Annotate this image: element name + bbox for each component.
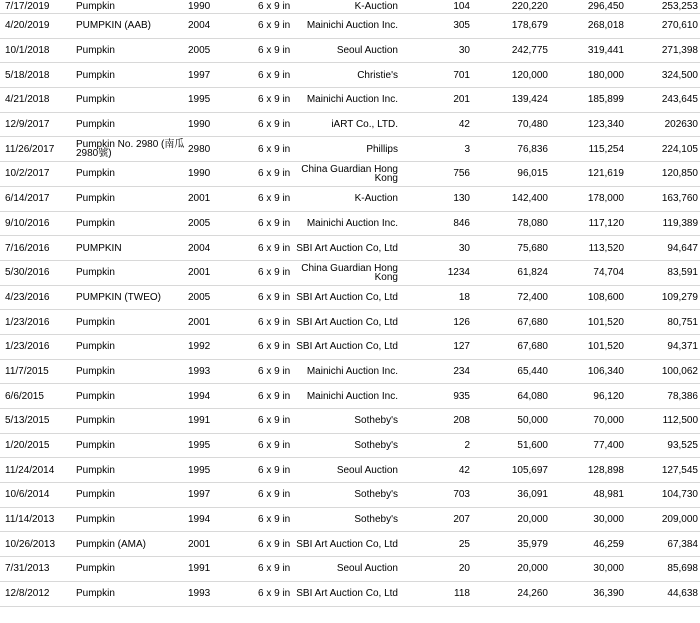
- year-cell: 2001: [188, 193, 211, 205]
- title-cell: Pumpkin: [76, 1, 115, 12]
- size-cell: 6 x 9 in: [258, 94, 291, 106]
- date-cell: 5/18/2018: [5, 69, 50, 81]
- high-cell: 121,619: [587, 168, 624, 180]
- size-cell: 6 x 9 in: [258, 514, 291, 526]
- date-cell: 1/20/2015: [5, 440, 50, 452]
- low-cell: 120,000: [511, 69, 548, 81]
- lot-cell: 118: [454, 588, 470, 600]
- high-cell: 108,600: [587, 291, 624, 303]
- price-cell: 83,591: [667, 267, 698, 279]
- low-cell: 75,680: [517, 242, 548, 254]
- lot-cell: 127: [453, 341, 470, 353]
- date-cell: 11/7/2015: [5, 365, 49, 377]
- price-cell: 44,638: [667, 588, 698, 600]
- table-row: [0, 113, 700, 138]
- title-cell: Pumpkin: [76, 193, 115, 205]
- year-cell: 1997: [188, 489, 211, 501]
- date-cell: 4/23/2016: [5, 291, 50, 303]
- lot-cell: 703: [453, 489, 470, 501]
- table-row: [0, 162, 700, 187]
- title-cell: Pumpkin (AMA): [76, 538, 147, 550]
- table-row: [0, 483, 700, 508]
- year-cell: 1993: [188, 588, 211, 600]
- title-cell: PUMPKIN: [76, 242, 122, 254]
- house-cell: Seoul Auction: [336, 563, 398, 575]
- high-cell: 36,390: [593, 588, 624, 600]
- house-cell: SBI Art Auction Co, Ltd: [296, 588, 398, 600]
- table-row: [0, 310, 700, 335]
- lot-cell: 25: [458, 538, 470, 550]
- table-row: [0, 261, 700, 286]
- low-cell: 242,775: [511, 45, 548, 57]
- house-cell: Seoul Auction: [336, 464, 398, 476]
- high-cell: 70,000: [593, 415, 624, 427]
- title-cell: Pumpkin: [76, 588, 115, 600]
- date-cell: 6/14/2017: [5, 193, 50, 205]
- table-row: [0, 434, 700, 459]
- price-cell: 112,500: [662, 415, 698, 427]
- house-cell: K-Auction: [354, 1, 398, 12]
- size-cell: 6 x 9 in: [258, 316, 291, 328]
- size-cell: 6 x 9 in: [258, 341, 291, 353]
- year-cell: 1995: [188, 464, 211, 476]
- low-cell: 78,080: [517, 217, 548, 229]
- price-cell: 85,698: [667, 563, 698, 575]
- low-cell: 142,400: [511, 193, 548, 205]
- size-cell: 6 x 9 in: [258, 538, 291, 550]
- title-cell: Pumpkin: [76, 217, 115, 229]
- lot-cell: 30: [458, 242, 470, 254]
- lot-cell: 3: [464, 143, 470, 155]
- title-cell: Pumpkin: [76, 267, 115, 279]
- title-cell: Pumpkin: [76, 168, 115, 180]
- title-cell: Pumpkin: [76, 464, 115, 476]
- high-cell: 46,259: [593, 538, 624, 550]
- lot-cell: 207: [453, 514, 470, 526]
- date-cell: 1/23/2016: [5, 341, 50, 353]
- size-cell: 6 x 9 in: [258, 119, 291, 131]
- house-cell: Mainichi Auction Inc.: [306, 20, 398, 32]
- lot-cell: 42: [458, 119, 470, 131]
- title-cell: Pumpkin: [76, 341, 115, 353]
- lot-cell: 935: [453, 390, 470, 402]
- date-cell: 4/20/2019: [5, 20, 50, 32]
- low-cell: 105,697: [511, 464, 548, 476]
- year-cell: 1990: [188, 119, 211, 131]
- table-row: [0, 63, 700, 88]
- price-cell: 100,062: [661, 365, 698, 377]
- low-cell: 50,000: [517, 415, 548, 427]
- year-cell: 2001: [188, 316, 211, 328]
- title-cell: Pumpkin: [76, 563, 115, 575]
- table-row: [0, 137, 700, 162]
- year-cell: 2005: [188, 45, 211, 57]
- high-cell: 128,898: [587, 464, 624, 476]
- date-cell: 12/8/2012: [5, 588, 50, 600]
- high-cell: 74,704: [593, 267, 624, 279]
- house-cell: Phillips: [366, 143, 398, 155]
- house-cell: Seoul Auction: [336, 45, 398, 57]
- price-cell: 94,647: [667, 242, 698, 254]
- year-cell: 1990: [188, 168, 211, 180]
- high-cell: 180,000: [587, 69, 624, 81]
- title-cell: Pumpkin: [76, 415, 115, 427]
- title-cell: Pumpkin: [76, 514, 115, 526]
- year-cell: 2005: [188, 291, 211, 303]
- size-cell: 6 x 9 in: [258, 365, 291, 377]
- size-cell: 6 x 9 in: [258, 291, 291, 303]
- size-cell: 6 x 9 in: [258, 464, 291, 476]
- price-cell: 109,279: [661, 291, 698, 303]
- year-cell: 1991: [188, 563, 211, 575]
- title-cell: Pumpkin: [76, 440, 115, 452]
- table-row: [0, 187, 700, 212]
- lot-cell: 1234: [447, 267, 470, 279]
- price-cell: 94,371: [667, 341, 698, 353]
- house-cell: SBI Art Auction Co, Ltd: [296, 538, 398, 550]
- price-cell: 270,610: [661, 20, 698, 32]
- house-cell: SBI Art Auction Co, Ltd: [296, 291, 398, 303]
- title-cell: PUMPKIN (AAB): [76, 20, 152, 32]
- title-cell: Pumpkin: [76, 316, 115, 328]
- date-cell: 9/10/2016: [5, 217, 50, 229]
- house-cell: Mainichi Auction Inc.: [306, 365, 398, 377]
- house-cell: iART Co., LTD.: [331, 119, 398, 131]
- house-cell: SBI Art Auction Co, Ltd: [296, 242, 398, 254]
- house-cell: China Guardian Hong Kong: [301, 262, 398, 283]
- title-cell: Pumpkin: [76, 390, 115, 402]
- size-cell: 6 x 9 in: [258, 440, 291, 452]
- year-cell: 2004: [188, 242, 211, 254]
- year-cell: 1994: [188, 390, 211, 402]
- high-cell: 117,120: [588, 217, 624, 229]
- title-cell: Pumpkin: [76, 119, 115, 131]
- table-row: [0, 335, 700, 360]
- low-cell: 67,680: [517, 341, 548, 353]
- price-cell: 119,389: [662, 217, 698, 229]
- size-cell: 6 x 9 in: [258, 1, 291, 12]
- lot-cell: 126: [453, 316, 470, 328]
- date-cell: 4/21/2018: [5, 94, 50, 106]
- high-cell: 113,520: [588, 242, 624, 254]
- size-cell: 6 x 9 in: [258, 588, 291, 600]
- high-cell: 115,254: [588, 143, 624, 155]
- low-cell: 20,000: [517, 563, 548, 575]
- title-cell: PUMPKIN (TWEO): [76, 291, 161, 303]
- low-cell: 35,979: [517, 538, 548, 550]
- title-cell: Pumpkin: [76, 94, 115, 106]
- table-row: [0, 236, 700, 261]
- lot-cell: 18: [458, 291, 470, 303]
- high-cell: 96,120: [593, 390, 624, 402]
- price-cell: 271,398: [661, 45, 698, 57]
- table-row: [0, 409, 700, 434]
- table-row: [0, 582, 700, 607]
- house-cell: SBI Art Auction Co, Ltd: [296, 316, 398, 328]
- year-cell: 1995: [188, 94, 211, 106]
- price-cell: 324,500: [661, 69, 698, 81]
- high-cell: 48,981: [593, 489, 624, 501]
- price-cell: 80,751: [667, 316, 698, 328]
- table-row: [0, 88, 700, 113]
- house-cell: Mainichi Auction Inc.: [306, 94, 398, 106]
- low-cell: 67,680: [517, 316, 548, 328]
- year-cell: 2980: [188, 143, 211, 155]
- price-cell: 224,105: [661, 143, 698, 155]
- date-cell: 1/23/2016: [5, 316, 50, 328]
- price-cell: 209,000: [661, 514, 698, 526]
- title-cell: Pumpkin: [76, 365, 115, 377]
- title-cell: Pumpkin: [76, 45, 115, 57]
- high-cell: 268,018: [587, 20, 624, 32]
- low-cell: 72,400: [517, 291, 548, 303]
- date-cell: 7/31/2013: [5, 563, 50, 575]
- table-row: [0, 0, 700, 14]
- year-cell: 1990: [188, 1, 211, 12]
- date-cell: 5/13/2015: [5, 415, 50, 427]
- lot-cell: 130: [453, 193, 470, 205]
- house-cell: Sotheby's: [354, 514, 398, 526]
- low-cell: 24,260: [517, 588, 548, 600]
- price-cell: 120,850: [661, 168, 698, 180]
- size-cell: 6 x 9 in: [258, 193, 291, 205]
- size-cell: 6 x 9 in: [258, 143, 291, 155]
- date-cell: 7/17/2019: [5, 1, 50, 12]
- lot-cell: 2: [464, 440, 470, 452]
- year-cell: 2001: [188, 267, 211, 279]
- size-cell: 6 x 9 in: [258, 390, 291, 402]
- price-cell: 253,253: [661, 1, 698, 12]
- lot-cell: 234: [453, 365, 470, 377]
- house-cell: K-Auction: [354, 193, 398, 205]
- table-row: [0, 14, 700, 39]
- date-cell: 10/2/2017: [5, 168, 50, 180]
- house-cell: Mainichi Auction Inc.: [306, 217, 398, 229]
- date-cell: 5/30/2016: [5, 267, 50, 279]
- year-cell: 1991: [188, 415, 211, 427]
- house-cell: China Guardian Hong Kong: [301, 163, 398, 184]
- lot-cell: 701: [453, 69, 470, 81]
- lot-cell: 305: [453, 20, 470, 32]
- high-cell: 30,000: [593, 563, 624, 575]
- size-cell: 6 x 9 in: [258, 489, 291, 501]
- date-cell: 12/9/2017: [5, 119, 50, 131]
- high-cell: 178,000: [587, 193, 624, 205]
- lot-cell: 104: [453, 1, 470, 12]
- high-cell: 106,340: [587, 365, 624, 377]
- house-cell: SBI Art Auction Co, Ltd: [296, 341, 398, 353]
- date-cell: 11/14/2013: [5, 514, 55, 526]
- low-cell: 65,440: [517, 365, 548, 377]
- price-cell: 243,645: [661, 94, 698, 106]
- price-cell: 104,730: [661, 489, 698, 501]
- lot-cell: 201: [453, 94, 470, 106]
- title-cell: Pumpkin No. 2980 (南瓜 2980號): [76, 139, 185, 160]
- high-cell: 185,899: [587, 94, 624, 106]
- size-cell: 6 x 9 in: [258, 69, 291, 81]
- year-cell: 1995: [188, 440, 211, 452]
- year-cell: 2004: [188, 20, 211, 32]
- table-row: [0, 532, 700, 557]
- price-cell: 163,760: [661, 193, 698, 205]
- high-cell: 296,450: [587, 1, 624, 12]
- high-cell: 101,520: [587, 341, 624, 353]
- low-cell: 220,220: [511, 1, 548, 12]
- high-cell: 77,400: [593, 440, 624, 452]
- size-cell: 6 x 9 in: [258, 563, 291, 575]
- size-cell: 6 x 9 in: [258, 217, 291, 229]
- table-row: [0, 557, 700, 582]
- price-cell: 202630: [664, 119, 698, 131]
- date-cell: 7/16/2016: [5, 242, 50, 254]
- title-cell: Pumpkin: [76, 489, 115, 501]
- size-cell: 6 x 9 in: [258, 168, 291, 180]
- price-cell: 93,525: [667, 440, 698, 452]
- year-cell: 1997: [188, 69, 211, 81]
- year-cell: 2005: [188, 217, 211, 229]
- low-cell: 96,015: [517, 168, 548, 180]
- table-row: [0, 508, 700, 533]
- lot-cell: 20: [458, 563, 470, 575]
- lot-cell: 208: [453, 415, 470, 427]
- lot-cell: 42: [458, 464, 470, 476]
- date-cell: 10/1/2018: [5, 45, 50, 57]
- size-cell: 6 x 9 in: [258, 415, 291, 427]
- date-cell: 11/24/2014: [5, 464, 55, 476]
- price-cell: 78,386: [667, 390, 698, 402]
- year-cell: 1992: [188, 341, 211, 353]
- low-cell: 139,424: [511, 94, 548, 106]
- date-cell: 10/26/2013: [5, 538, 56, 550]
- low-cell: 61,824: [517, 267, 548, 279]
- title-cell: Pumpkin: [76, 69, 115, 81]
- size-cell: 6 x 9 in: [258, 20, 291, 32]
- price-cell: 127,545: [661, 464, 698, 476]
- year-cell: 1994: [188, 514, 211, 526]
- table-row: [0, 360, 700, 385]
- year-cell: 2001: [188, 538, 211, 550]
- house-cell: Sotheby's: [354, 415, 398, 427]
- size-cell: 6 x 9 in: [258, 242, 291, 254]
- high-cell: 101,520: [587, 316, 624, 328]
- low-cell: 178,679: [511, 20, 548, 32]
- house-cell: Sotheby's: [354, 440, 398, 452]
- low-cell: 70,480: [517, 119, 548, 131]
- high-cell: 319,441: [587, 45, 624, 57]
- size-cell: 6 x 9 in: [258, 45, 291, 57]
- table-row: [0, 286, 700, 311]
- lot-cell: 756: [453, 168, 470, 180]
- low-cell: 64,080: [517, 390, 548, 402]
- table-row: [0, 39, 700, 64]
- high-cell: 30,000: [593, 514, 624, 526]
- date-cell: 6/6/2015: [5, 390, 44, 402]
- size-cell: 6 x 9 in: [258, 267, 291, 279]
- date-cell: 11/26/2017: [5, 143, 55, 155]
- year-cell: 1993: [188, 365, 211, 377]
- table-row: [0, 458, 700, 483]
- low-cell: 20,000: [517, 514, 548, 526]
- house-cell: Christie's: [357, 69, 398, 81]
- low-cell: 51,600: [517, 440, 548, 452]
- low-cell: 36,091: [517, 489, 548, 501]
- lot-cell: 30: [458, 45, 470, 57]
- house-cell: Sotheby's: [354, 489, 398, 501]
- table-row: [0, 212, 700, 237]
- price-cell: 67,384: [667, 538, 698, 550]
- house-cell: Mainichi Auction Inc.: [306, 390, 398, 402]
- high-cell: 123,340: [587, 119, 624, 131]
- lot-cell: 846: [453, 217, 470, 229]
- low-cell: 76,836: [517, 143, 548, 155]
- date-cell: 10/6/2014: [5, 489, 50, 501]
- table-row: [0, 384, 700, 409]
